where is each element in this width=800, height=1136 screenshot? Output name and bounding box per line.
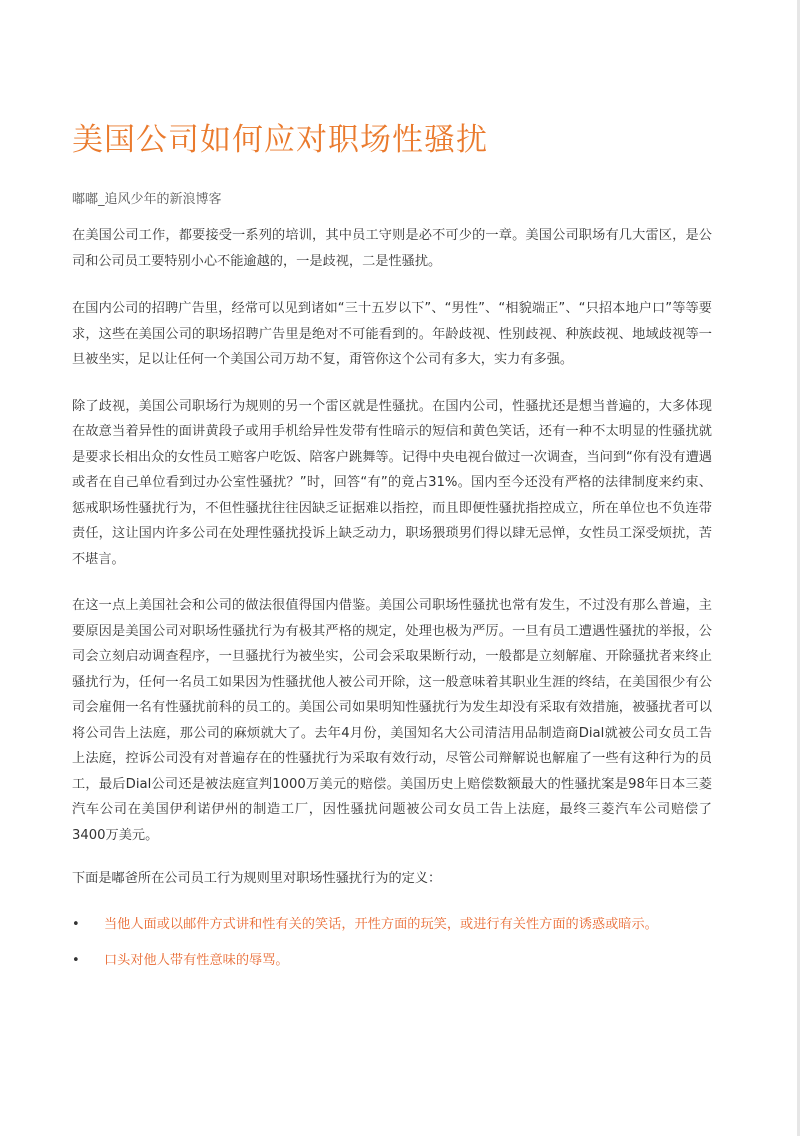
bullet-marker: • [72, 916, 80, 932]
definition-list [72, 912, 712, 973]
paragraph-us-practice: 在这一点上美国社会和公司的做法很值得国内借鉴。美国公司职场性骚扰也常有发生，不过没有那么普遍，主要原因是美国公司对职场性骚扰行为有极其严格的规定，处理也极为严厉。一旦有员工遭遇性骚扰的举报，公司会立刻启动调查程序，一旦骚扰行为被坐实，公司会采取果断行动，一般都是立刻解雇、开除骚扰者来终止骚扰行为，任何一名员工如果因为性骚扰他人被公司开除，这一般意味着其职业生涯的终结，在美国很少有公司会雇佣一名有性骚扰前科的员工的。美国公司如果明知性骚扰行为发生却没有采取有效措施，被骚扰者可以将公司告上法庭，那公司的麻烦就大了。去年4月份，美国知名大公司清洁用品制造商Dial就被公司女员工告上法庭，控诉公司没有对普遍存在的性骚扰行为采取有效行动，尽管公司辩解说也解雇了一些有这种行为的员工，最后Dial公司还是被法庭宣判1000万美元的赔偿。美国历史上赔偿数额最大的性骚扰案是98年日本三菱汽车公司在美国伊利诺伊州的制造工厂，因性骚扰问题被公司女员工告上法庭，最终三菱汽车公司赔偿了3400万美元。 [72, 598, 712, 843]
paragraph-harassment-china: 除了歧视，美国公司职场行为规则的另一个雷区就是性骚扰。在国内公司，性骚扰还是想当普遍的，大多体现在故意当着异性的面讲黄段子或用手机给异性发带有性暗示的短信和黄色笑话，还有一种不太明显的性骚扰就是要求长相出众的女性员工赔客户吃饭、陪客户跳舞等。记得中央电视台做过一次调查，当问到“你有没有遭遇或者在自己单位看到过办公室性骚扰？”时，回答“有”的竟占31%。国内至今还没有严格的法律制度来约束、惩戒职场性骚扰行为，不但性骚扰往往因缺乏证据难以指控，而且即便性骚扰指控成立，所在单位也不负连带责任，这让国内许多公司在处理性骚扰投诉上缺乏动力，职场猥琐男们得以肆无忌惮，女性员工深受烦扰，苦不堪言。 [72, 398, 712, 567]
list-item [72, 912, 712, 937]
list-item-text: 当他人面或以邮件方式讲和性有关的笑话，开性方面的玩笑，或进行有关性方面的诱惑或暗示。 [104, 916, 658, 932]
paragraph-discrimination: 在国内公司的招聘广告里，经常可以见到诸如“三十五岁以下”、“男性”、“相貌端正”、“只招本地户口”等等要求，这些在美国公司的职场招聘广告里是绝对不可能看到的。年龄歧视、性别歧视、种族歧视、地域歧视等一旦被坐实，足以让任何一个美国公司万劫不复，甭管你这个公司有多大，实力有多强。 [72, 301, 712, 367]
list-item-text: 口头对他人带有性意味的辱骂。 [104, 952, 289, 968]
list-item [72, 948, 712, 973]
bullet-marker: • [72, 952, 80, 968]
paragraph-intro: 在美国公司工作，都要接受一系列的培训，其中员工守则是必不可少的一章。美国公司职场有几大雷区，是公司和公司员工要特别小心不能逾越的，一是歧视，二是性骚扰。 [72, 228, 712, 269]
paragraph-definition-intro: 下面是嘟爸所在公司员工行为规则里对职场性骚扰行为的定义： [72, 871, 442, 886]
article-body [72, 112, 712, 984]
article-title: 美国公司如何应对职场性骚扰 [72, 122, 488, 158]
article-author: 嘟嘟_追风少年的新浪博客 [72, 192, 222, 207]
